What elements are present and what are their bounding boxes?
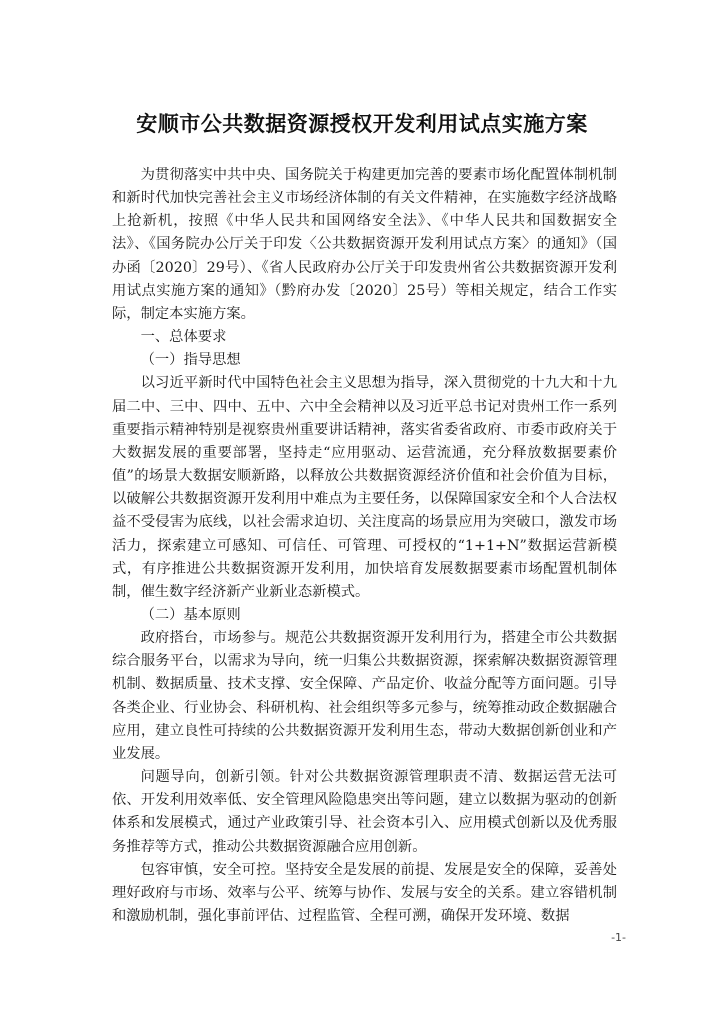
principle-paragraph-problem-oriented: 问题导向，创新引领。针对公共数据资源管理职责不清、数据运营无法可依、开发利用效率低、安全管理风险隐患突出等问题，建立以数据为驱动的创新体系和发展模式，通过产业政策引导、社会资本引入、应用模式创新以及优秀服务推荐等方式，推动公共数据资源融合应用创新。 (112, 769, 617, 855)
principle-paragraph-government-platform: 政府搭台，市场参与。规范公共数据资源开发利用行为，搭建全市公共数据综合服务平台，以需求为导向，统一归集公共数据资源，探索解决数据资源管理机制、数据质量、技术支撑、安全保障、产品定价、收益分配等方面问题。引导各类企业、行业协会、科研机构、社会组织等多元参与，统筹推动政企数据融合应用，建立良性可持续的公共数据资源开发利用生态，带动大数据创新创业和产业发展。 (112, 630, 617, 762)
subsection-heading-basic-principles: （二）基本原则 (140, 606, 241, 623)
section-heading-general-requirements: 一、总体要求 (140, 329, 227, 346)
intro-paragraph: 为贯彻落实中共中央、国务院关于构建更加完善的要素市场化配置体制机制和新时代加快完善社会主义市场经济体制的有关文件精神，在实施数字经济战略上抢新机，按照《中华人民共和国网络安全法》、《中华人民共和国数据安全法》、《国务院办公厅关于印发〈公共数据资源开发利用试点方案〉的通知》（国办函〔2020〕29号）、《省人民政府办公厅关于印发贵州省公共数据资源开发利用试点实施方案的通知》（黔府办发〔2020〕25号）等相关规定，结合工作实际，制定本实施方案。 (112, 167, 617, 322)
subsection-heading-guiding-ideology: （一）指导思想 (140, 352, 241, 369)
document-body (112, 164, 617, 928)
guiding-ideology-paragraph: 以习近平新时代中国特色社会主义思想为指导，深入贯彻党的十九大和十九届二中、三中、四中、五中、六中全会精神以及习近平总书记对贵州工作一系列重要指示精神特别是视察贵州重要讲话精神，落实省委省政府、市委市政府关于大数据发展的重要部署，坚持走“应用驱动、运营流通，充分释放数据要素价值”的场景大数据安顺新路，以释放公共数据资源经济价值和社会价值为目标，以破解公共数据资源开发利用中难点为主要任务，以保障国家安全和个人合法权益不受侵害为底线，以社会需求迫切、关注度高的场景应用为突破口，激发市场活力，探索建立可感知、可信任、可管理、可授权的“1+1+N”数据运营新模式，有序推进公共数据资源开发利用，加快培育发展数据要素市场配置机制体制，催生数字经济新产业新业态新模式。 (112, 375, 617, 600)
page-number: -1- (611, 931, 626, 944)
principle-paragraph-inclusive-secure: 包容审慎，安全可控。坚持安全是发展的前提、发展是安全的保障，妥善处理好政府与市场、效率与公平、统筹与协作、发展与安全的关系。建立容错机制和激励机制，强化事前评估、过程监管、全程可溯，确保开发环境、数据 (112, 861, 617, 924)
document-title: 安顺市公共数据资源授权开发利用试点实施方案 (136, 111, 588, 136)
